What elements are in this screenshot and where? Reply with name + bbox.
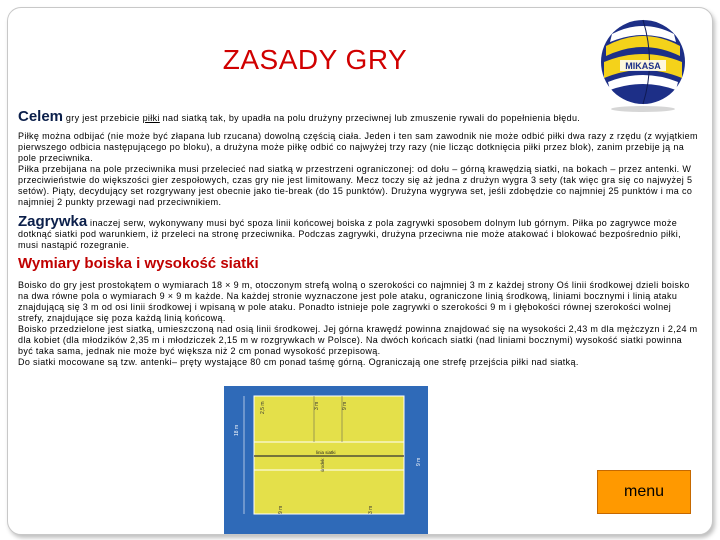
section-wymiary-heading-wrap <box>18 255 698 272</box>
section-cel-heading: Celem <box>18 108 64 125</box>
volleyball-image <box>596 12 690 112</box>
section-zagrywka-heading: Zagrywka <box>18 213 88 230</box>
section-cel-intro <box>18 108 698 125</box>
ball-logo-text: MIKASA <box>625 61 661 71</box>
link-pilki[interactable]: piłki <box>142 113 160 123</box>
section-cel-paragraph: Piłkę można odbijać (nie może być złapana lub rzucana) dowolną częścią ciała. Jeden i ten sam zawodnik nie może odbić piłki dwa razy z rzędu (z wyjątkiem pierwszego odbicia następującego po bloku), a drużyna może piłkę odbić co najwyżej trzy razy (nie licząc dotknięcia piłki przez blok), zanim przebije ją na pole przeciwnika. Piłka przebijana na pole przeciwnika musi przelecieć nad siatką w przestrzeni ograniczonej: od dołu – górną krawędzią siatki, na bokach – przez antenki. W przeciwieństwie do większości gier zespołowych, czas gry nie jest limitowany. Mecz toczy się aż jedna z drużyn wygra 3 sety (tak więc gra się co najwyżej 5 setów). Piąty, decydujący set rozgrywany jest obecnie jako tie-break (do 15 punktów). Drużyna wygrywa set, jeśli zdobędzie co najmniej 25 punktów i ma co najmniej 2 punkty przewagi nad przeciwnikiem. <box>18 131 698 207</box>
court-label-9m-side: 9 m <box>416 457 422 466</box>
section-cel-text2: nad siatką tak, by upadła na polu drużyny przeciwnej lub zmuszenie rywali do popełnienia błędu. <box>159 113 581 123</box>
section-zagrywka <box>18 213 698 251</box>
court-label-9m-top: 9 m <box>342 401 348 410</box>
menu-button[interactable]: menu <box>597 470 691 514</box>
court-label-center: środek <box>320 458 325 472</box>
court-label-18m: 18 m <box>234 424 240 436</box>
court-label-net: linia siatki <box>316 450 336 455</box>
section-wymiary-text: Boisko do gry jest prostokątem o wymiarach 18 × 9 m, otoczonym strefą wolną o szerokości co najmniej 3 m z każdej strony Oś linii środkowej dzieli boisko na dwa równe pola o wymiarach 9 × 9 m każde. Na każdej stronie wyznaczone jest pole ataku, ograniczone linią środkową, liniami bocznymi i linią ataku znajdującą się 3 m od osi linii środkowej i wpisaną w pole ataku. Ponadto istnieje pole zagrywki o szerokości 9 m i głębokości równej szerokości wolnej strefy, znajdujące się poza każdą linią końcową. Boisko przedzielone jest siatką, umieszczoną nad osią linii środkowej. Jej górna krawędź powinna znajdować się na wysokości 2,43 m dla mężczyzn i 2,24 m dla kobiet (dla młodzików 2,35 m i młodziczek 2,15 m w rozgrywkach w Polsce). Na dwóch końcach siatki (nad liniami bocznymi) wysokość siatki powinna być taka sama, jednak nie może być większa niż 2 cm ponad wysokość przepisową. Do siatki mocowane są tzw. antenki– pręty wystające 80 cm ponad taśmę górną. Ograniczają one strefę przejścia piłki nad siatką. <box>18 280 698 367</box>
court-diagram <box>224 386 428 534</box>
section-cel-text1: gry jest przebicie <box>63 113 143 123</box>
court-label-3m-top: 3 m <box>314 401 320 410</box>
court-label-25m: 2,5 m <box>260 401 266 414</box>
court-label-3m-bottom: 3 m <box>368 505 374 514</box>
section-wymiary-heading: Wymiary boiska i wysokość siatki <box>18 255 259 272</box>
section-zagrywka-text: inaczej serw, wykonywany musi być spoza linii końcowej boiska z pola zagrywki sposobem dolnym lub górnym. Piłka po zagrywce może dotknąć siatki pod warunkiem, iż przeleci na stronę przeciwnika. Podczas zagrywki, drużyna przeciwna nie może atakować i blokować bezpośrednio piłki, musi nastąpić rozegranie. <box>18 218 681 250</box>
page-title: ZASADY GRY <box>222 44 408 75</box>
court-label-9m-bottom: 9 m <box>278 505 284 514</box>
